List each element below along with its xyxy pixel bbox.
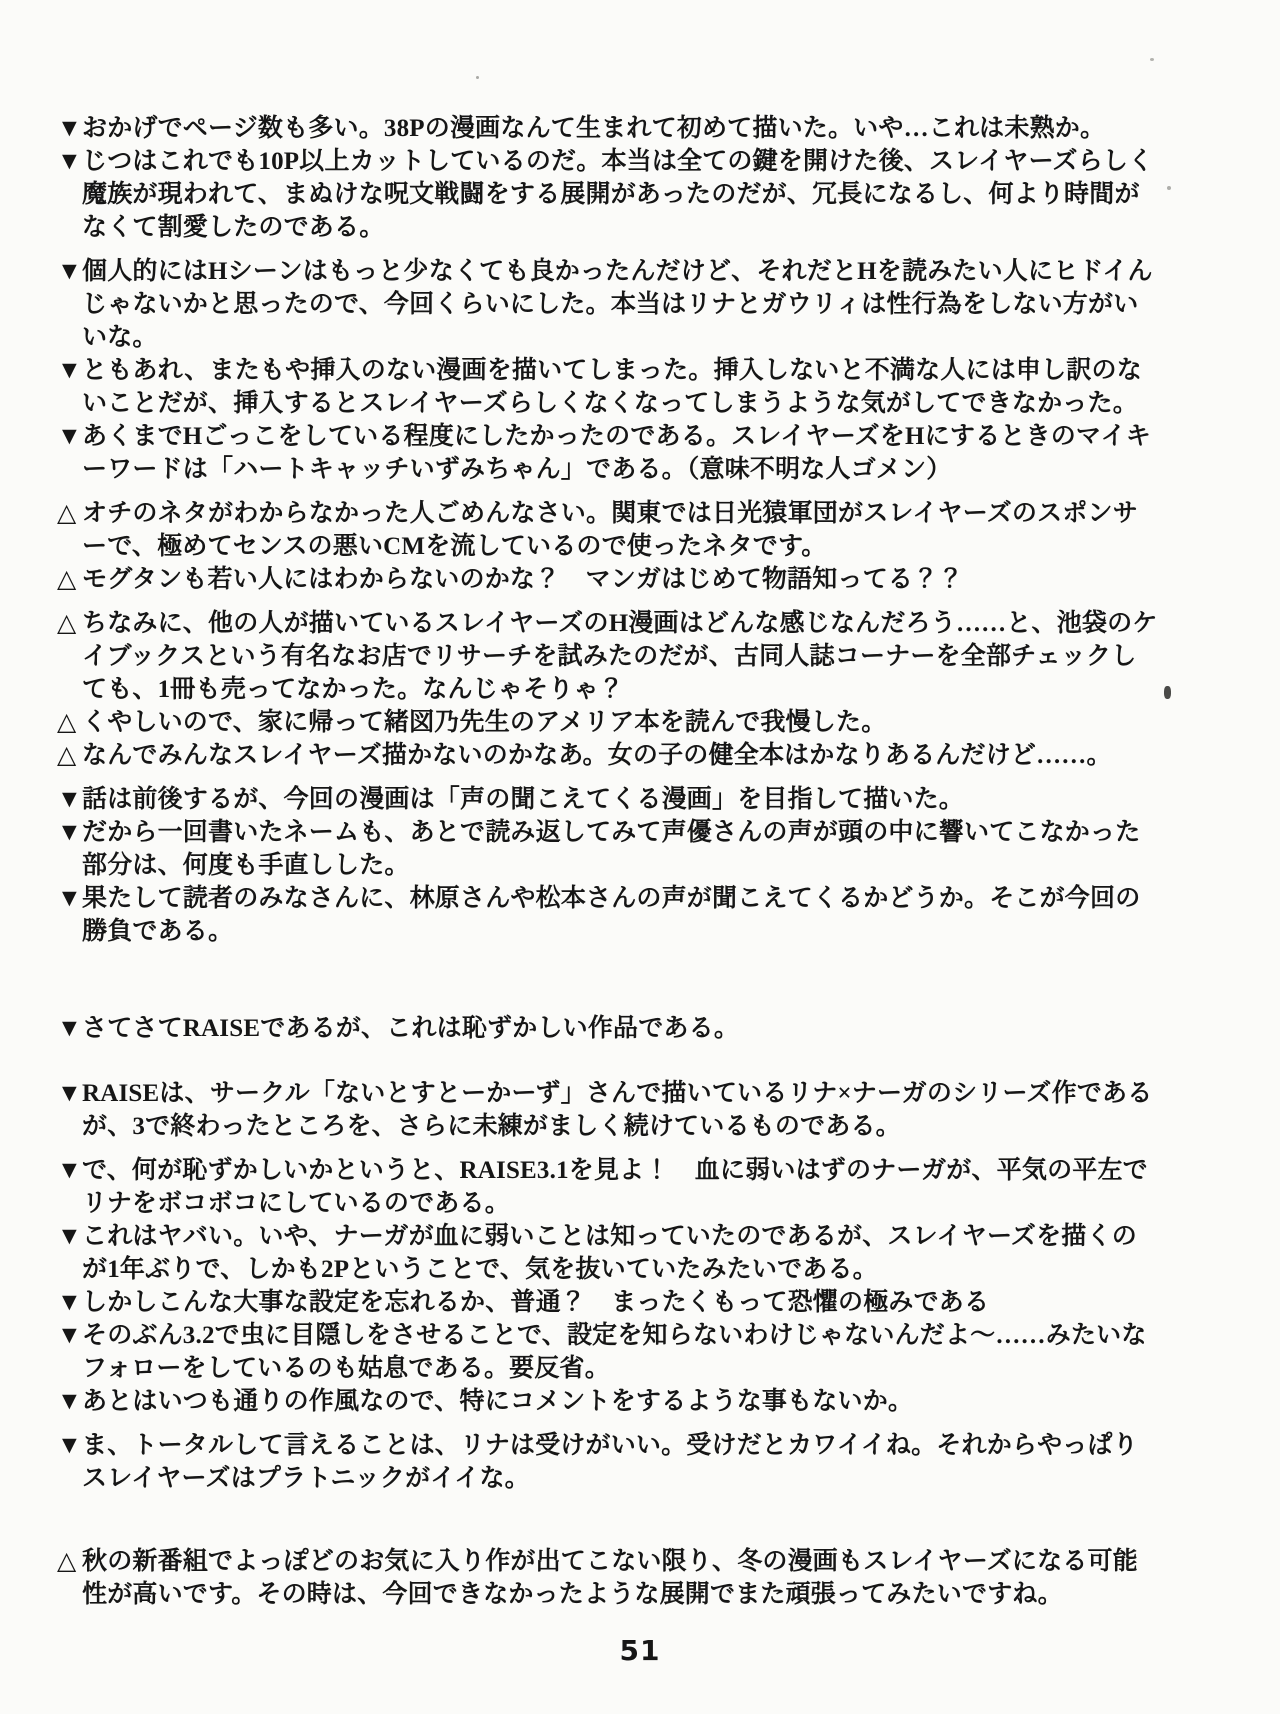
paragraph xyxy=(57,783,1160,816)
paragraph-text: おかげでページ数も多い。38Pの漫画なんて生まれて初めて描いた。いや…これは未熟か。 xyxy=(82,115,1106,142)
filled-triangle-bullet: ▼ xyxy=(57,258,82,285)
paragraph-group xyxy=(57,1077,1160,1143)
paragraph-text: しかしこんな大事な設定を忘れるか、普通？ まったくもって恐懼の極みである xyxy=(82,1289,990,1316)
filled-triangle-bullet: ▼ xyxy=(57,1322,82,1349)
paragraph-text: 果たして読者のみなさんに、林原さんや松本さんの声が聞こえてくるかどうか。そこが今回の勝負である。 xyxy=(82,885,1141,945)
paragraph-text: くやしいので、家に帰って緒図乃先生のアメリア本を読んで我慢した。 xyxy=(82,709,887,736)
scan-speck xyxy=(1150,58,1154,61)
paragraph-group xyxy=(57,1012,1160,1045)
paragraph xyxy=(57,1012,1160,1045)
paragraph xyxy=(57,1077,1160,1143)
filled-triangle-bullet: ▼ xyxy=(57,1432,82,1459)
paragraph xyxy=(57,497,1160,563)
paragraph xyxy=(57,354,1160,420)
paragraph xyxy=(57,706,1160,739)
paragraph-text: 個人的にはHシーンはもっと少なくても良かったんだけど、それだとHを読みたい人にヒドイんじゃないかと思ったので、今回くらいにした。本当はリナとガウリィは性行為をしない方がいいな。 xyxy=(82,258,1153,351)
paragraph xyxy=(57,255,1160,354)
paragraph-text: オチのネタがわからなかった人ごめんなさい。関東では日光猿軍団がスレイヤーズのスポンサーで、極めてセンスの悪いCMを流しているので使ったネタです。 xyxy=(82,500,1138,560)
open-triangle-bullet: △ xyxy=(57,566,77,593)
filled-triangle-bullet: ▼ xyxy=(57,148,82,175)
paragraph-text: なんでみんなスレイヤーズ描かないのかなあ。女の子の健全本はかなりあるんだけど……。 xyxy=(82,742,1112,769)
paragraph xyxy=(57,1385,1160,1418)
filled-triangle-bullet: ▼ xyxy=(57,885,82,912)
paragraph xyxy=(57,607,1160,706)
open-triangle-bullet: △ xyxy=(57,1548,77,1575)
paragraph-text: 話は前後するが、今回の漫画は「声の聞こえてくる漫画」を目指して描いた。 xyxy=(82,786,965,813)
paragraph-text: だから一回書いたネームも、あとで読み返してみて声優さんの声が頭の中に響いてこなかった部分は、何度も手直しした。 xyxy=(82,819,1141,879)
paragraph xyxy=(57,1319,1160,1385)
paragraph xyxy=(57,816,1160,882)
paragraph-text: あくまでHごっこをしている程度にしたかったのである。スレイヤーズをHにするときのマイキーワードは「ハートキャッチいずみちゃん」である。（意味不明な人ゴメン） xyxy=(82,423,1151,483)
filled-triangle-bullet: ▼ xyxy=(57,1015,82,1042)
paragraph-text: モグタンも若い人にはわからないのかな？ マンガはじめて物語知ってる？？ xyxy=(82,566,964,593)
open-triangle-bullet: △ xyxy=(57,709,77,736)
open-triangle-bullet: △ xyxy=(57,500,77,527)
filled-triangle-bullet: ▼ xyxy=(57,423,82,450)
paragraph-group xyxy=(57,1154,1160,1418)
paragraph xyxy=(57,563,1160,596)
paragraph-text: これはヤバい。いや、ナーガが血に弱いことは知っていたのであるが、スレイヤーズを描くのが1年ぶりで、しかも2Pということで、気を抜いていたみたいである。 xyxy=(82,1223,1137,1283)
paragraph-text: RAISEは、サークル「ないとすとーかーず」さんで描いているリナ×ナーガのシリーズ作であるが、3で終わったところを、さらに未練がましく続けているものである。 xyxy=(82,1080,1153,1140)
paragraph xyxy=(57,739,1160,772)
open-triangle-bullet: △ xyxy=(57,610,77,637)
paragraph-text: ま、トータルして言えることは、リナは受けがいい。受けだとカワイイね。それからやっぱりスレイヤーズはプラトニックがイイな。 xyxy=(82,1432,1138,1492)
paragraph-group xyxy=(57,255,1160,486)
paragraph xyxy=(57,882,1160,948)
paragraph-text: じつはこれでも10P以上カットしているのだ。本当は全ての鍵を開けた後、スレイヤーズらしく魔族が現われて、まぬけな呪文戦闘をする展開があったのだが、冗長になるし、何より時間がなくて割愛したのである。 xyxy=(82,148,1154,241)
paragraph-group xyxy=(57,607,1160,772)
paragraph-text: ともあれ、またもや挿入のない漫画を描いてしまった。挿入しないと不満な人には申し訳のないことだが、挿入するとスレイヤーズらしくなくなってしまうような気がしてできなかった。 xyxy=(82,357,1142,417)
paragraph-text: そのぶん3.2で虫に目隠しをさせることで、設定を知らないわけじゃないんだよ〜……みたいなフォローをしているのも姑息である。要反省。 xyxy=(82,1322,1147,1382)
paragraph-text: ちなみに、他の人が描いているスレイヤーズのH漫画はどんな感じなんだろう……と、池袋のケイブックスという有名なお店でリサーチを試みたのだが、古同人誌コーナーを全部チェックしても、1冊も売ってなかった。なんじゃそりゃ？ xyxy=(82,610,1158,703)
filled-triangle-bullet: ▼ xyxy=(57,115,82,142)
paragraph-text: で、何が恥ずかしいかというと、RAISE3.1を見よ！ 血に弱いはずのナーガが、平気の平左でリナをボコボコにしているのである。 xyxy=(82,1157,1148,1217)
filled-triangle-bullet: ▼ xyxy=(57,357,82,384)
paragraph xyxy=(57,420,1160,486)
paragraph xyxy=(57,1154,1160,1220)
filled-triangle-bullet: ▼ xyxy=(57,786,82,813)
page-number: 51 xyxy=(619,1634,661,1667)
paragraph xyxy=(57,1286,1160,1319)
paragraph-group xyxy=(57,497,1160,596)
paragraph xyxy=(57,1220,1160,1286)
open-triangle-bullet: △ xyxy=(57,742,77,769)
paragraph-group xyxy=(57,783,1160,948)
filled-triangle-bullet: ▼ xyxy=(57,1080,82,1107)
scan-speck xyxy=(1164,686,1171,699)
filled-triangle-bullet: ▼ xyxy=(57,1289,82,1316)
paragraph-text: さてさてRAISEであるが、これは恥ずかしい作品である。 xyxy=(82,1015,740,1042)
paragraph-group xyxy=(57,1429,1160,1495)
paragraph-group xyxy=(57,112,1160,244)
filled-triangle-bullet: ▼ xyxy=(57,1388,82,1415)
paragraph xyxy=(57,1545,1160,1611)
paragraph xyxy=(57,1429,1160,1495)
scan-speck xyxy=(476,76,479,79)
filled-triangle-bullet: ▼ xyxy=(57,1157,82,1184)
scan-speck xyxy=(1167,186,1171,190)
paragraph xyxy=(57,145,1160,244)
filled-triangle-bullet: ▼ xyxy=(57,1223,82,1250)
filled-triangle-bullet: ▼ xyxy=(57,819,82,846)
paragraph-text: 秋の新番組でよっぽどのお気に入り作が出てこない限り、冬の漫画もスレイヤーズになる可能性が高いです。その時は、今回できなかったような展開でまた頑張ってみたいですね。 xyxy=(82,1548,1138,1608)
afterword-text xyxy=(57,112,1160,1611)
paragraph xyxy=(57,112,1160,145)
paragraph-group xyxy=(57,1545,1160,1611)
paragraph-text: あとはいつも通りの作風なので、特にコメントをするような事もないか。 xyxy=(82,1388,914,1415)
